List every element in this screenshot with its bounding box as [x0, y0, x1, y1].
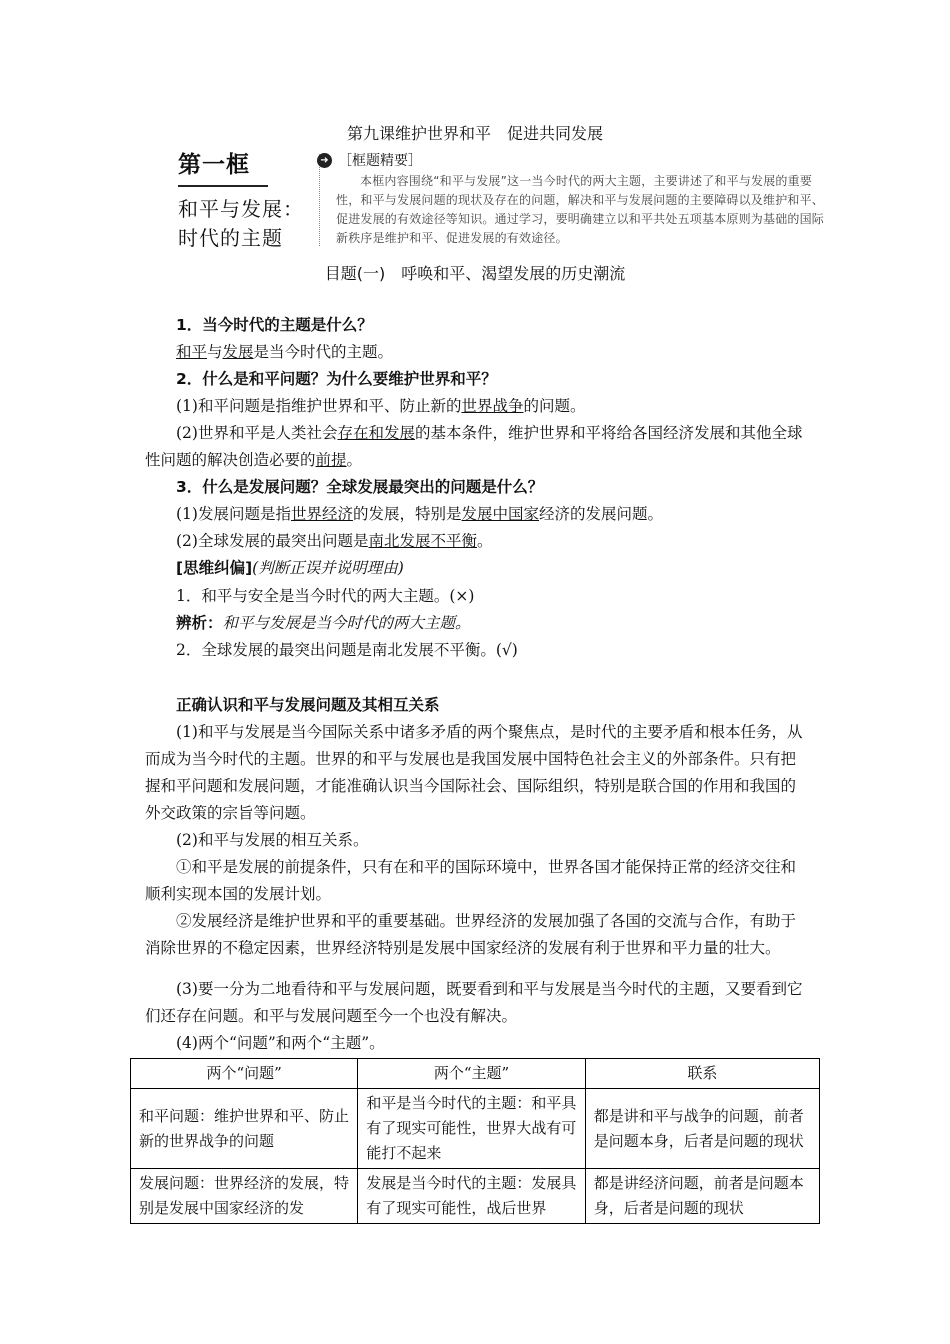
answer-2a-blank: 世界战争 — [461, 397, 524, 415]
answer-2b-text-1: (2)世界和平是人类社会 — [176, 424, 338, 442]
thinking-note: (判断正误并说明理由) — [252, 559, 404, 577]
goal-title: 目题(一) 呼唤和平、渴望发展的历史潮流 — [324, 264, 626, 283]
summary-heading-label: ［框题精要］ — [338, 153, 422, 169]
answer-3a — [145, 501, 810, 528]
table-header: 两个“问题” — [131, 1059, 358, 1089]
answer-3b-blank: 南北发展不平衡 — [368, 532, 477, 550]
section-para-1: (1)和平与发展是当今国际关系中诸多矛盾的两个聚焦点，是时代的主要矛盾和根本任务，从而成为当今时代的主题。世界的和平与发展也是我国发展中国特色社会主义的外部条件。只有把握和平问题和发展问题，才能准确认识当今国际社会、国际组织，特别是联合国的作用和我国的外交政策的宗旨等问题。 — [145, 723, 803, 822]
summary-heading — [317, 150, 422, 170]
answer-3a-text-2: 的发展，特别是 — [352, 505, 462, 523]
table-row — [131, 1089, 820, 1169]
thinking-item-1: 1．和平与安全是当今时代的两大主题。(×) — [176, 587, 475, 605]
thinking-head: [思维纠偏] — [176, 559, 253, 577]
table-header-row — [131, 1059, 820, 1089]
question-2: 2．什么是和平问题？为什么要维护世界和平？ — [176, 370, 497, 388]
table-row — [131, 1169, 820, 1224]
answer-2b-text-2: 的基本条件，维护世界和平将给各国经济发展和其他全球性问题的解决创造必要的 — [145, 424, 803, 469]
answer-2b-blank-1: 存在和发展 — [337, 424, 415, 442]
table-cell — [585, 1169, 819, 1224]
section-para-5: (3)要一分为二地看待和平与发展问题，既要看到和平与发展是当今时代的主题，又要看到它们还存在问题。和平与发展问题至今一个也没有解决。 — [145, 980, 803, 1025]
frame-topic-line2: 时代的主题 — [178, 226, 283, 250]
table-cell: 都是讲和平与战争的问题，前者是问题本身，后者是问题的现状 — [585, 1089, 819, 1169]
table-header: 联系 — [585, 1059, 819, 1089]
answer-2a-text-1: (1)和平问题是指维护世界和平、防止新的 — [176, 397, 462, 415]
answer-3b — [145, 528, 810, 555]
table-cell-text: 都是讲经济问题，前者是问题本身，后者是问题的现状 — [593, 1174, 804, 1217]
section-para-3: ①和平是发展的前提条件，只有在和平的国际环境中，世界各国才能保持正常的经济交往和顺利实现本国的发展计划。 — [145, 858, 797, 903]
answer-2b-text-3: 。 — [346, 451, 363, 469]
table-cell-text: 发展问题：世界经济的发展，特别是发展中国家经济的发 — [139, 1174, 350, 1217]
answer-3a-text-3: 经济的发展问题。 — [539, 505, 664, 523]
summary-body: 本框内容围绕“和平与发展”这一当今时代的两大主题，主要讲述了和平与发展的重要性，和平与发展问题的现状及存在的问题，解决和平与发展问题的主要障碍以及维护和平、促进发展的有效途径等知识。通过学习，要明确建立以和平共处五项基本原则为基础的国际新秩序是维护和平、促进发展的有效途径。 — [336, 174, 825, 245]
lesson-title: 第九课维护世界和平 促进共同发展 — [346, 124, 603, 143]
frame-topic-line1: 和平与发展： — [178, 197, 304, 221]
answer-3a-blank-2: 发展中国家 — [461, 505, 540, 523]
answer-2b — [145, 420, 810, 474]
question-1: 1．当今时代的主题是什么？ — [176, 316, 373, 334]
table-cell — [131, 1169, 358, 1224]
answer-3a-text-1: (1)发展问题是指 — [176, 505, 291, 523]
table-header: 两个“主题” — [358, 1059, 585, 1089]
thinking-item-2: 2．全球发展的最突出问题是南北发展不平衡。(√) — [176, 641, 518, 659]
table-cell-text: 发展是当今时代的主题：发展具有了现实可能性，战后世界 — [366, 1174, 577, 1217]
answer-1 — [176, 339, 841, 366]
question-3: 3．什么是发展问题？全球发展最突出的问题是什么？ — [176, 478, 544, 496]
answer-3b-text-2: 。 — [476, 532, 493, 550]
section-title: 正确认识和平与发展问题及其相互关系 — [176, 696, 440, 714]
comparison-table — [130, 1058, 820, 1224]
thinking-analysis — [145, 610, 810, 637]
section-para-2: (2)和平与发展的相互关系。 — [176, 831, 369, 849]
answer-2a-text-2: 的问题。 — [523, 397, 586, 415]
answer-3a-blank-1: 世界经济 — [290, 505, 353, 523]
answer-3b-text-1: (2)全球发展的最突出问题是 — [176, 532, 369, 550]
section-para-4: ②发展经济是维护世界和平的重要基础。世界经济的发展加强了各国的交流与合作，有助于消除世界的不稳定因素，世界经济特别是发展中国家经济的发展有利于世界和平力量的壮大。 — [145, 912, 797, 957]
analysis-label: 辨析： — [176, 614, 223, 632]
answer-1-blank-2: 发展 — [222, 343, 254, 361]
table-cell: 和平问题：维护世界和平、防止新的世界战争的问题 — [131, 1089, 358, 1169]
arrow-circle-icon: ➜ — [317, 153, 332, 168]
frame-block — [178, 146, 313, 253]
table-cell — [358, 1169, 585, 1224]
answer-1-text-1: 与 — [207, 343, 223, 361]
thinking-heading — [145, 555, 810, 582]
answer-2a — [145, 393, 810, 420]
analysis-text: 和平与发展是当今时代的两大主题。 — [222, 614, 471, 632]
section-para-6: (4)两个“问题”和两个“主题”。 — [176, 1034, 385, 1052]
table-cell: 和平是当今时代的主题：和平具有了现实可能性，世界大战有可能打不起来 — [358, 1089, 585, 1169]
answer-1-blank-1: 和平 — [176, 343, 208, 361]
answer-2b-blank-2: 前提 — [315, 451, 347, 469]
answer-1-text-2: 是当今时代的主题。 — [253, 343, 394, 361]
frame-label: 第一框 — [178, 146, 268, 187]
frame-topic — [178, 195, 313, 253]
